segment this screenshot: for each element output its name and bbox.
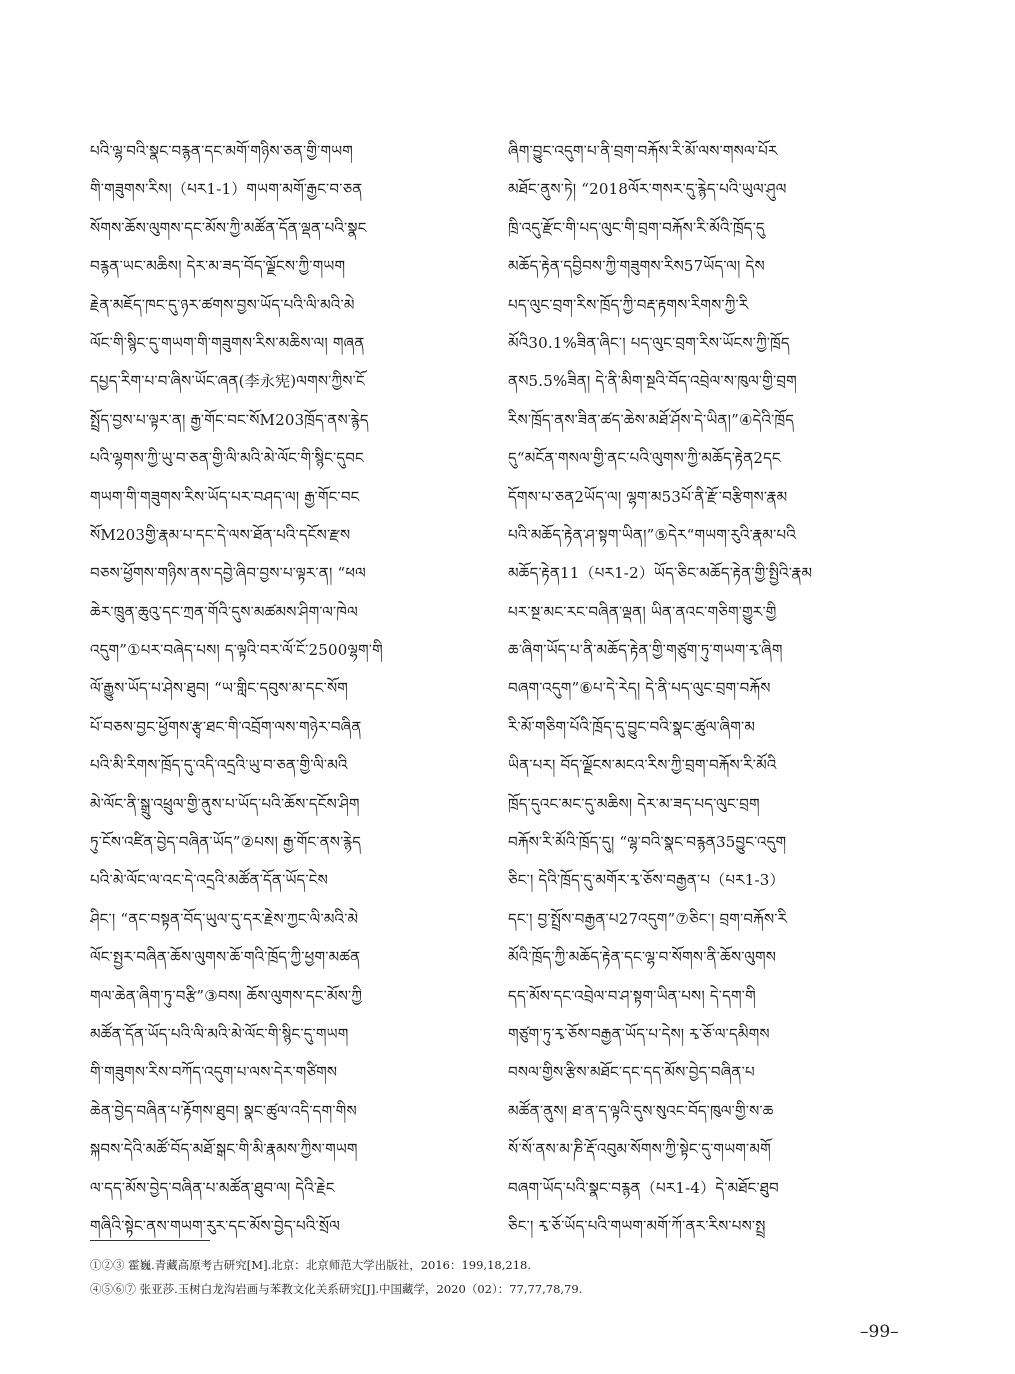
text-line: ཁྲོད་དུའང་མང་དུ་མཆིས། དེར་མ་ཟད་པད་ལུང་བྲག xyxy=(508,794,760,813)
text-line: པའི་ལྷགས་ཀྱི་ཡུ་བ་ཅན་གྱི་ལི་མའི་མེ་ལོང་གི་སྙིང་དུབང xyxy=(90,449,364,468)
text-line: དད་མོས་དང་འབྲེལ་བ་ཤ་སྟག་ཡིན་པས། དེ་དག་གི xyxy=(508,986,756,1005)
text-line: སོM203གྱི་རྣམ་པ་དང་དེ་ལས་ཐོན་པའི་དངོས་རྫས xyxy=(90,525,351,544)
text-line: ལོང་གི་སྙིང་དུ་གཡག་གི་གཟུགས་རིས་མཆིས་ལ། གཞན xyxy=(90,333,365,352)
text-line: ཏུ་ངོས་འཛིན་བྱེད་བཞིན་ཡོད”②པས། རྒྱ་གོང་ནས་རྙེད xyxy=(90,833,362,852)
text-line: པའི་ལྷ་བའི་སྣང་བརྙན་དང་མགོ་གཉིས་ཅན་གྱི་གཡག xyxy=(90,142,354,160)
right-text-column xyxy=(508,132,913,1245)
text-line: པོ་བཅས་བྱང་ཕྱོགས་རྩྭ་ཐང་གི་འབྲོག་ལས་གཉེར་བཞིན xyxy=(90,717,362,736)
text-line: གལ་ཆེན་ཞིག་ཏུ་བརྩི”③བས། ཆོས་ལུགས་དང་མོས་ཀྱི xyxy=(90,986,363,1005)
text-line: འདུག”①པར་བཞེད་པས། ད་ལྟའི་བར་ལོ་ངོ་2500ལྷག་གི xyxy=(90,641,383,660)
footnotes xyxy=(90,1253,950,1301)
footnote-line: ①②③ 霍巍.青藏高原考古研究[M].北京：北京师范大学出版社，2016：199,18,218. xyxy=(90,1258,531,1272)
text-line: བསལ་གྱིས་རྩིས་མཐོང་དང་དད་མོས་བྱེད་བཞིན་པ xyxy=(508,1063,755,1082)
text-line: གཡག་གི་གཟུགས་རིས་ཡོད་པར་བཤད་ལ། རྒྱ་གོང་བང xyxy=(90,487,360,506)
text-line: སོགས་ཆོས་ལུགས་དང་མོས་ཀྱི་མཚོན་དོན་ལྡན་པའི་སྣང xyxy=(90,218,367,237)
text-line: རིས་ཁྲོད་ནས་ཟིན་ཚད་ཆེས་མཐོ་ཤོས་དེ་ཡིན།”④དེའི་ཁྲོད xyxy=(508,410,795,429)
text-line: པར་སྔ་མང་རང་བཞིན་ལྡན། ཡིན་ནའང་གཅིག་གྱུར་གྱི xyxy=(508,602,777,621)
text-line: གཙུག་ཏུ་རྭ་ཅོས་བརྒྱན་ཡོད་པ་དེས། རྭ་ཅོ་ལ་དམིགས xyxy=(508,1024,770,1043)
text-line: སྤྲོད་བྱས་པ་ལྟར་ན། རྒྱ་གོང་བང་སོM203ཁྲོད་ནས་རྙེད xyxy=(90,410,369,429)
text-line: པའི་མེ་ལོང་ལ་འང་དེ་འདྲའི་མཚོན་དོན་ཡོད་ངེས xyxy=(90,871,328,890)
text-line: པད་ལུང་བྲག་རིས་ཁྲོད་ཀྱི་བརྡ་རྟགས་རིགས་ཀྱི་རི xyxy=(508,295,749,314)
text-line: མཐོང་ནུས་ཏེ། “2018ལོར་གསར་དུ་རྙེད་པའི་ཡུལ་ཤུལ xyxy=(508,180,787,199)
text-line: པའི་མི་རིགས་ཁྲོད་དུ་འདི་འདྲའི་ཡུ་བ་ཅན་གྱི་ལི་མའི xyxy=(90,756,348,775)
text-line: མེ་ལོང་ནི་སྒྲུ་འཕྲུལ་གྱི་ནུས་པ་ཡོད་པའི་ཆོས་དངོས་ཤིག xyxy=(90,794,360,813)
text-line: དཔྱད་རིག་པ་བ་ཞིས་ཡོང་ཞན(李永宪)ལགས་ཀྱིས་ངོ xyxy=(90,372,365,391)
text-line: མཚོན་ནུས། ཐ་ན་ད་ལྟའི་དུས་སུའང་བོད་ཁུལ་གྱི་ས་ཆ xyxy=(508,1101,774,1120)
text-line: དུ“མངོན་གསལ་གྱི་ནང་པའི་ལུགས་ཀྱི་མཆོད་རྟེན2དང xyxy=(508,449,781,468)
text-line: ལ་དད་མོས་བྱེད་བཞིན་པ་མཚོན་ཐུབ་ལ། དེའི་རྗེང xyxy=(90,1178,335,1197)
text-line: ཅིང་། དེའི་ཁྲོད་དུ་མགོར་རྭ་ཅོས་བརྒྱན་པ（པར1-3） xyxy=(508,871,785,890)
text-line: མཚོན་དོན་ཡོད་པའི་ལི་མའི་མེ་ལོང་གི་སྙིང་དུ་གཡག xyxy=(90,1024,349,1043)
text-line: ཤིང་། “ནང་བསྟན་བོད་ཡུལ་དུ་དར་རྗེས་ཀྱང་ལི་མའི་མེ xyxy=(90,909,359,928)
text-line: བཅས་ཕྱོགས་གཉིས་ནས་དབྱེ་ཞིབ་བྱས་པ་ལྟར་ན། “ཕལ xyxy=(90,564,366,583)
text-line: ཁྲི་འདུ་རྫོང་གི་པད་ལུང་གི་བྲག་བརྐོས་རི་མོའི་ཁྲོད་དུ xyxy=(508,218,765,237)
text-line: ནས5.5%ཟིན། དེ་ནི་མིག་སྔའི་བོད་འབྲེལ་ས་ཁུལ་གྱི་བྲག xyxy=(508,372,797,391)
text-line: ལོ་རྒྱུས་ཡོད་པ་ཤེས་ཐུབ། “ཡ་གླིང་དབུས་མ་དང་སོག xyxy=(90,679,349,698)
text-line: ཆ་ཞིག་ཡོད་པ་ནི་མཆོད་རྟེན་གྱི་གཙུག་ཏུ་གཡག་རྭ་ཞིག xyxy=(508,641,783,660)
text-line: རྗེན་མཇོད་ཁང་དུ་ཉར་ཚགས་བྱས་ཡོད་པའི་ལི་མའི་མེ xyxy=(90,295,355,314)
text-line: ལོང་སྤྱར་བཞིན་ཆོས་ལུགས་ཆོ་གའི་ཁྲོད་ཀྱི་ཕྱག་མཚན xyxy=(90,948,361,967)
text-line: གི་གཟུགས་རིས།（པར1-1）གཡག་མགོ་རྒྱང་བ་ཅན xyxy=(90,180,363,199)
footnote-line: ④⑤⑥⑦ 张亚莎.玉树白龙沟岩画与苯教文化关系研究[J].中国藏学，2020（02）：77,77,78,79. xyxy=(90,1282,583,1296)
text-line: བཞག་ཡོད་པའི་སྣང་བརྙན（པར1-4）དེ་མཐོང་ཐུབ xyxy=(508,1178,779,1197)
text-line: དོགས་པ་ཅན2ཡོད་ལ། ལྷག་མ53པོ་ནི་རྫོ་བརྩིགས་རྣམ xyxy=(508,487,788,506)
left-text-column xyxy=(90,132,495,1245)
text-line: ཅིང་། རྭ་ཅོ་ཡོད་པའི་གཡག་མགོ་ཀོ་ནར་རིས་པས་སྤྲ xyxy=(508,1216,766,1235)
text-line: དང་། བྱ་སྤྲོས་བརྒྱན་པ27འདུག”⑦ཅིང་། བྲག་བརྐོས་རི xyxy=(508,909,788,928)
text-line: ཆེར་ཁྲུན་ཆུའུ་དང་ཀྲན་གོའི་དུས་མཚམས་ཤིག་ལ་ཁེལ xyxy=(90,602,358,621)
text-line: པའི་མཆོད་རྟེན་ཤ་སྟག་ཡིན།”⑤དེར“གཡག་རུའི་རྣམ་པའི xyxy=(508,525,796,544)
text-line: མོའི30.1%ཟིན་ཞིང་། པད་ལུང་བྲག་རིས་ཡོངས་ཀྱི་ཁྲོད xyxy=(508,333,790,352)
text-line: ཆེན་བྱེད་བཞིན་པ་རྟོགས་ཐུབ། སྣང་ཚུལ་འདི་དག་གིས xyxy=(90,1101,357,1120)
text-line: ཡིན་པར། བོད་ལྗོངས་མངའ་རིས་ཀྱི་བྲག་བརྐོས་རི་མོའི xyxy=(508,756,777,775)
text-line: མོའི་ཁྲོད་ཀྱི་མཆོད་རྟེན་དང་ལྷ་བ་སོགས་ནི་ཆོས་ལུགས xyxy=(508,948,777,967)
text-line: སོ་སོ་ནས་མ་ཎི་རྡོ་འབུམ་སོགས་ཀྱི་སྟེང་དུ་གཡག་མགོ xyxy=(508,1140,771,1159)
text-line: སྐབས་དེའི་མཚོ་བོད་མཐོ་སྒང་གི་མི་རྣམས་ཀྱིས་གཡག xyxy=(90,1140,358,1159)
text-line: གཞིའི་སྟེང་ནས་གཡག་རུར་དང་མོས་བྱེད་པའི་སྲོལ xyxy=(90,1216,340,1235)
page-number: –99– xyxy=(860,1322,899,1342)
text-line: གི་གཟུགས་རིས་བཀོད་འདུག་པ་ལས་དེར་གཙིགས xyxy=(90,1063,338,1082)
text-line: བརྐོས་རི་མོའི་ཁྲོད་དུ། “ལྷ་བའི་སྣང་བརྙན35བྱུང་འདུག xyxy=(508,833,787,852)
text-line: རི་མོ་གཅིག་པོའི་ཁྲོད་དུ་བྱུང་བའི་སྣང་ཚུལ་ཞིག་མ xyxy=(508,717,756,736)
text-line: བཞག་འདུག”⑥པ་དེ་རེད། དེ་ནི་པད་ལུང་བྲག་བརྐོས xyxy=(508,679,771,698)
text-line: མཆོད་རྟེན11（པར1-2）ཡོད་ཅིང་མཆོད་རྟེན་གྱི་སྤྱིའི་རྣམ xyxy=(508,564,813,583)
text-line: བརྙན་ཡང་མཆིས། དེར་མ་ཟད་བོད་ལྗོངས་ཀྱི་གཡག xyxy=(90,257,346,276)
footnote-divider xyxy=(90,1240,210,1241)
text-line: མཆོད་རྟེན་དབྱིབས་ཀྱི་གཟུགས་རིས57ཡོད་ལ། དེས xyxy=(508,257,765,276)
text-line: ཞིག་བྱུང་འདུག་པ་ནི་བྲག་བརྐོས་རི་མོ་ལས་གསལ་པོར xyxy=(508,142,778,160)
